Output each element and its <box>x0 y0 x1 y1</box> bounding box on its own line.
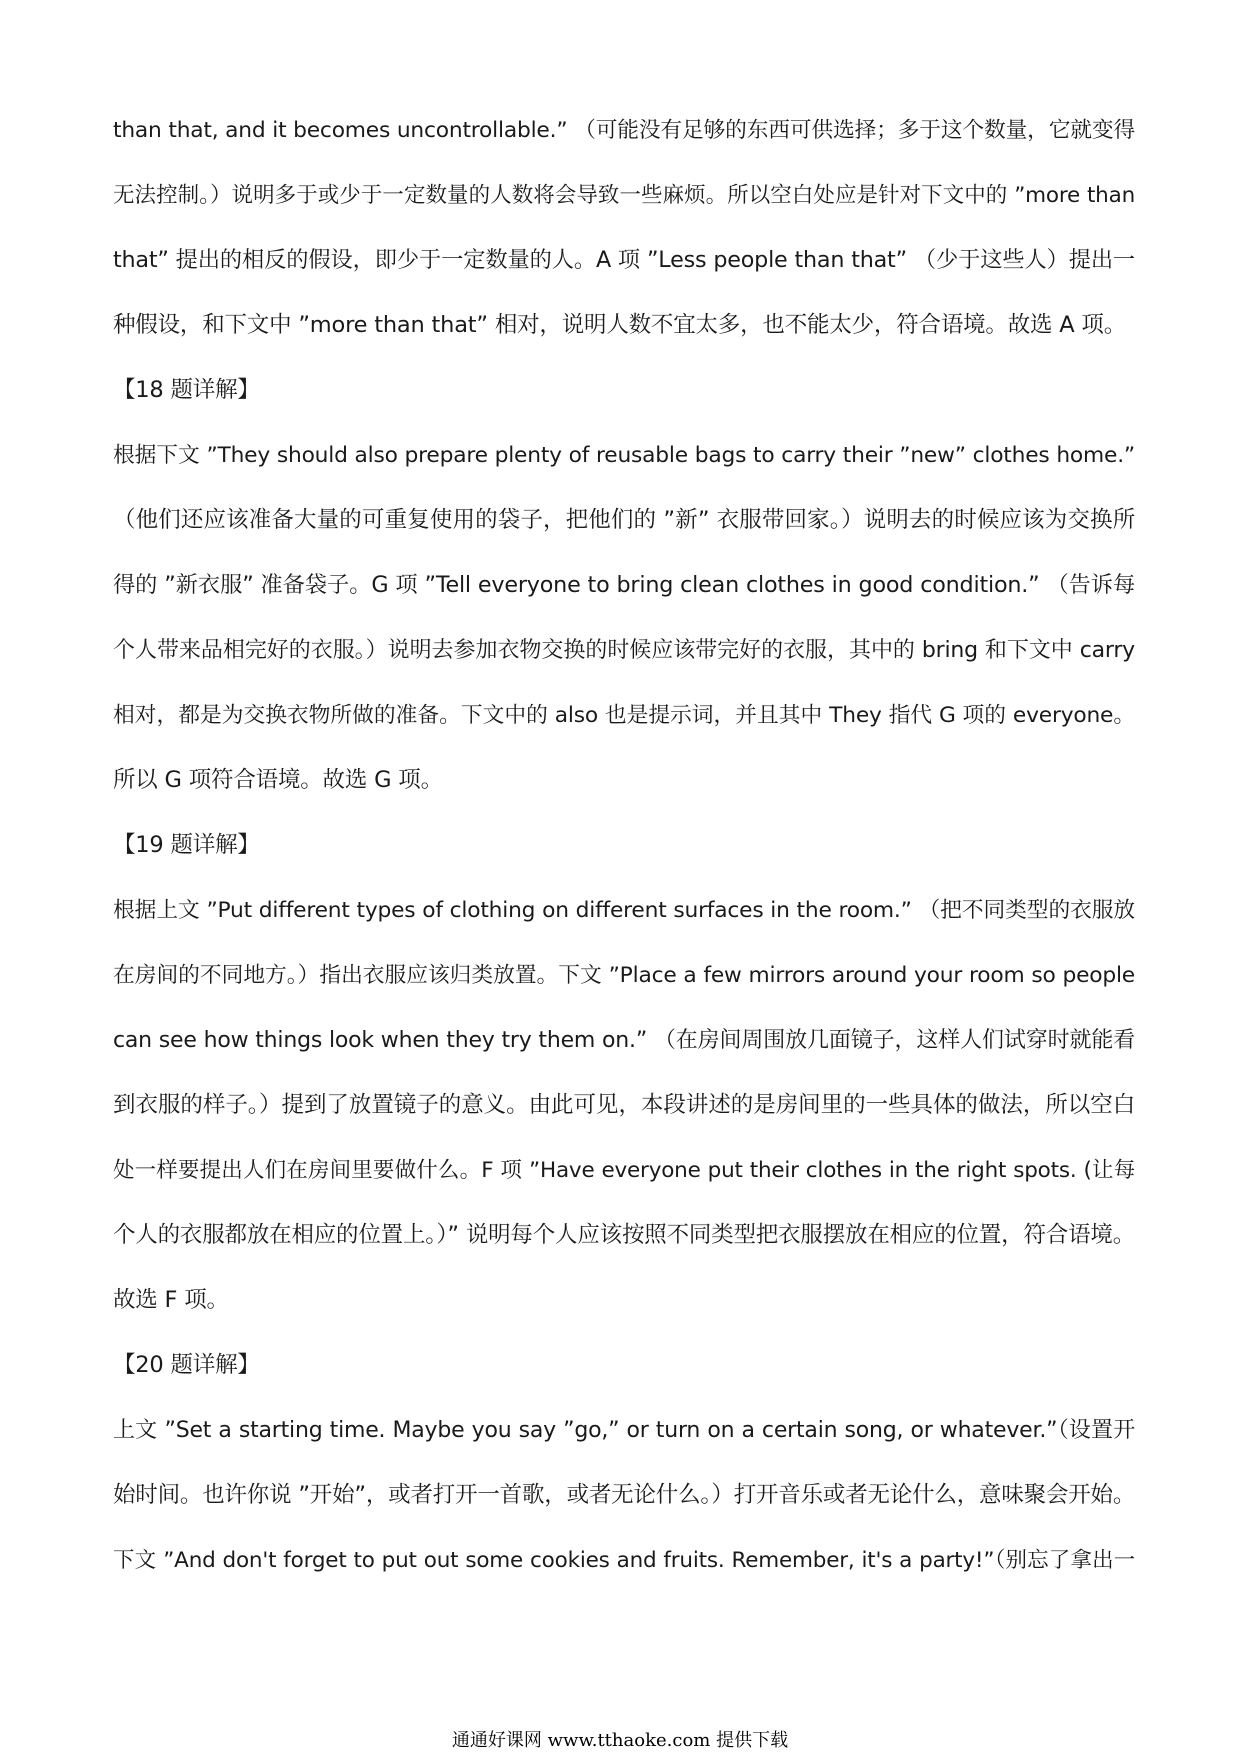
section-heading-18: 【18 题详解】 <box>113 377 260 403</box>
text-line: 下文 ”And don't forget to put out some cookies and fruits. Remember, it's a party!”（别忘了拿出一 <box>113 1548 1135 1573</box>
text-line: （他们还应该准备大量的可重复使用的袋子，把他们的 ”新” 衣服带回家。）说明去的时候应该为交换所 <box>113 507 1135 533</box>
text-line: can see how things look when they try them on.” （在房间周围放几面镜子，这样人们试穿时就能看 <box>113 1028 1135 1053</box>
text-line: 得的 ”新衣服” 准备袋子。G 项 ”Tell everyone to bring clean clothes in good condition.” （告诉每 <box>113 572 1135 598</box>
text-line: 故选 F 项。 <box>113 1287 229 1313</box>
text-line: 相对，都是为交换衣物所做的准备。下文中的 also 也是提示词，并且其中 They 指代 G 项的 everyone。 <box>113 703 1135 728</box>
text-line: 个人的衣服都放在相应的位置上。）” 说明每个人应该按照不同类型把衣服摆放在相应的位置，符合语境。 <box>113 1222 1135 1248</box>
text-line: 在房间的不同地方。）指出衣服应该归类放置。下文 ”Place a few mirrors around your room so people <box>113 963 1135 988</box>
section-heading-20: 【20 题详解】 <box>113 1352 260 1378</box>
text-line: 根据上文 ”Put different types of clothing on different surfaces in the room.” （把不同类型的衣服放 <box>113 898 1135 923</box>
section-heading-19: 【19 题详解】 <box>113 832 260 858</box>
text-line: 处一样要提出人们在房间里要做什么。F 项 ”Have everyone put their clothes in the right spots. (让每 <box>113 1158 1135 1183</box>
text-line: 始时间。也许你说 ”开始”，或者打开一首歌，或者无论什么。）打开音乐或者无论什么，意味聚会开始。 <box>113 1482 1136 1508</box>
text-line: 上文 ”Set a starting time. Maybe you say ”go,” or turn on a certain song, or whatever.”（设置开 <box>113 1418 1135 1443</box>
text-line: than that, and it becomes uncontrollable.” （可能没有足够的东西可供选择；多于这个数量，它就变得 <box>113 118 1135 143</box>
text-line: 种假设，和下文中 ”more than that” 相对，说明人数不宜太多，也不能太少，符合语境。故选 A 项。 <box>113 312 1127 338</box>
document-body <box>113 98 1135 1593</box>
text-line: 所以 G 项符合语境。故选 G 项。 <box>113 767 443 793</box>
text-line: that” 提出的相反的假设，即少于一定数量的人。A 项 ”Less people than that” （少于这些人）提出一 <box>113 247 1135 273</box>
text-line: 到衣服的样子。）提到了放置镜子的意义。由此可见，本段讲述的是房间里的一些具体的做法，所以空白 <box>113 1092 1135 1118</box>
text-line: 无法控制。）说明多于或少于一定数量的人数将会导致一些麻烦。所以空白处应是针对下文中的 ”more than <box>113 183 1135 208</box>
text-line: 个人带来品相完好的衣服。）说明去参加衣物交换的时候应该带完好的衣服，其中的 bring 和下文中 carry <box>113 638 1135 663</box>
text-line: 根据下文 ”They should also prepare plenty of reusable bags to carry their ”new” clothes home.” <box>113 443 1135 468</box>
page-footer: 通通好课网 www.tthaoke.com 提供下载 <box>451 1730 789 1751</box>
